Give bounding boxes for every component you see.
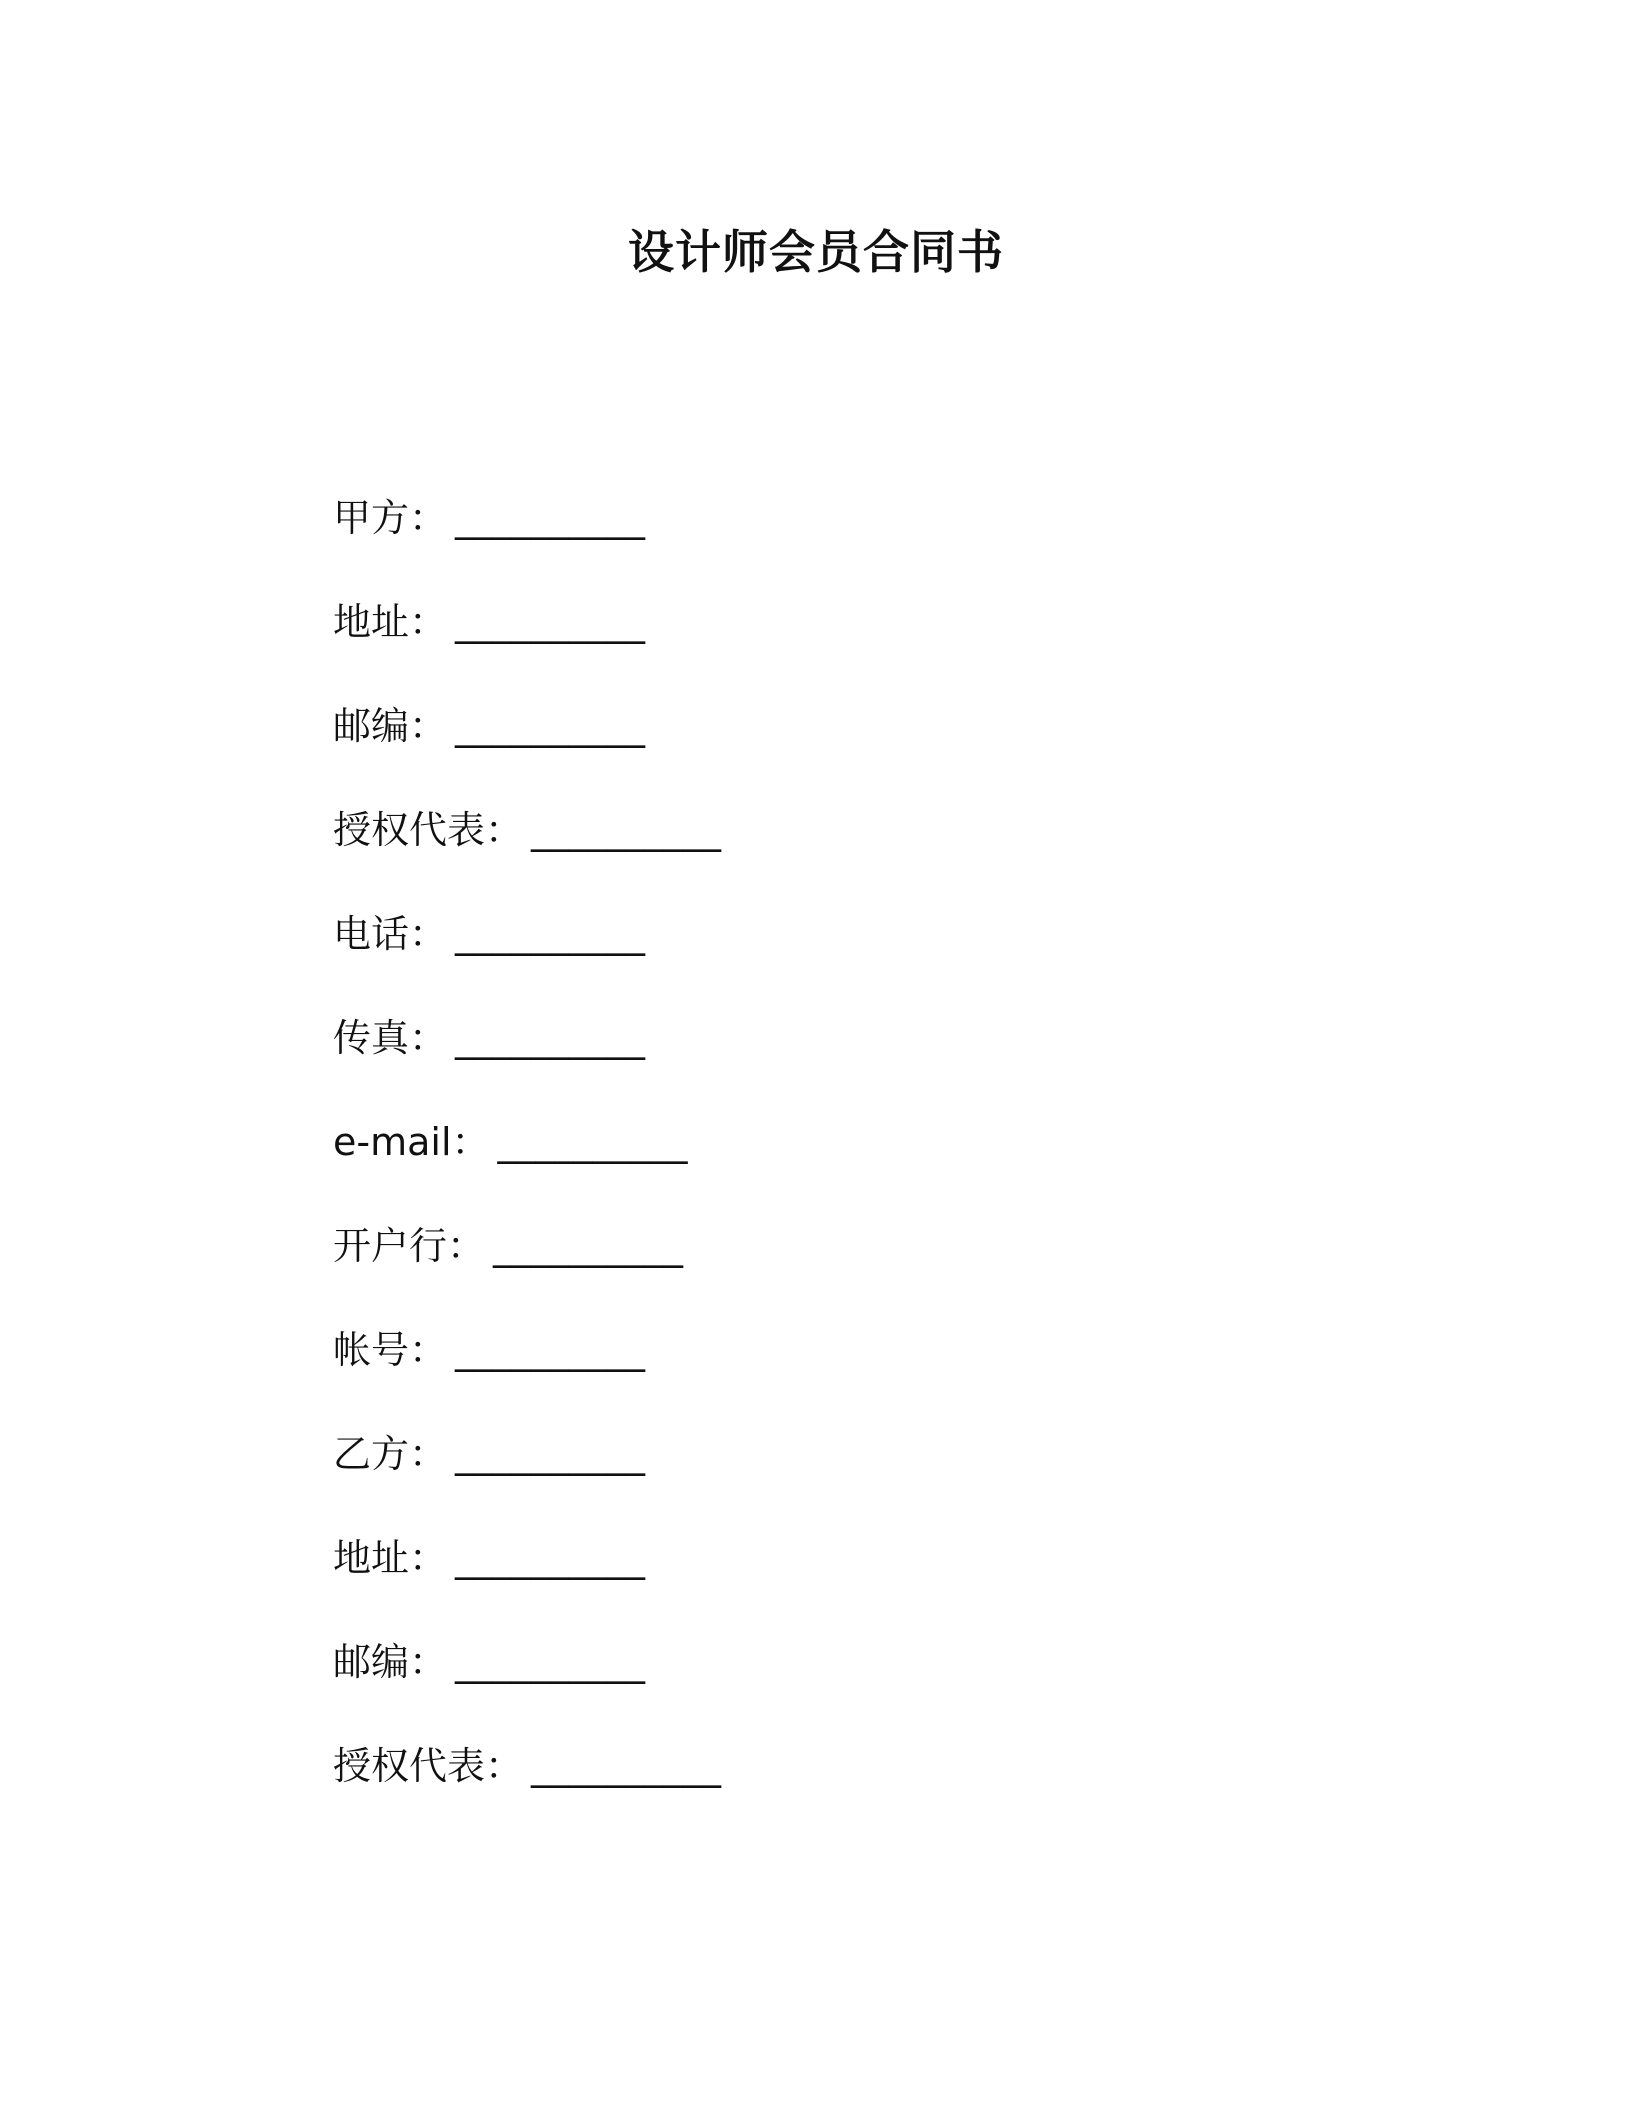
fill-in-blank: __________: [455, 600, 646, 644]
field-colon: ：: [485, 1744, 524, 1788]
field-email: [333, 1112, 1333, 1216]
field-label: 授权代表: [333, 808, 486, 852]
fill-in-blank: __________: [455, 1432, 646, 1476]
field-colon: ：: [409, 1536, 448, 1580]
fill-in-blank: __________: [531, 1744, 722, 1788]
field-label: 电话: [333, 912, 410, 956]
field-label: 传真: [333, 1016, 410, 1060]
field-label: 授权代表: [333, 1744, 486, 1788]
field-colon: ：: [409, 704, 448, 748]
field-representative-a: [333, 800, 1333, 904]
field-label: 地址: [333, 600, 410, 644]
field-label: 邮编: [333, 704, 410, 748]
field-label: e-mail: [333, 1120, 452, 1164]
field-label: 开户行: [333, 1224, 448, 1268]
field-label: 帐号: [333, 1328, 410, 1372]
field-colon: ：: [409, 1432, 448, 1476]
party-info-fields: [333, 488, 1333, 1840]
field-address-b: [333, 1528, 1333, 1632]
fill-in-blank: __________: [455, 1640, 646, 1684]
field-phone: [333, 904, 1333, 1008]
fill-in-blank: __________: [455, 1536, 646, 1580]
field-representative-b: [333, 1736, 1333, 1840]
fill-in-blank: __________: [497, 1120, 688, 1164]
field-colon: ：: [409, 1328, 448, 1372]
field-label: 邮编: [333, 1640, 410, 1684]
fill-in-blank: __________: [455, 912, 646, 956]
field-colon: ：: [409, 600, 448, 644]
fill-in-blank: __________: [455, 1016, 646, 1060]
field-party-b: [333, 1424, 1333, 1528]
field-label: 乙方: [333, 1432, 410, 1476]
field-label: 甲方: [333, 496, 410, 540]
field-colon: ：: [409, 912, 448, 956]
fill-in-blank: __________: [493, 1224, 684, 1268]
field-address-a: [333, 592, 1333, 696]
document-title: 设计师会员合同书: [628, 225, 1004, 279]
fill-in-blank: __________: [455, 496, 646, 540]
fill-in-blank: __________: [531, 808, 722, 852]
field-colon: ：: [451, 1120, 490, 1164]
fill-in-blank: __________: [455, 704, 646, 748]
field-postcode-a: [333, 696, 1333, 800]
field-postcode-b: [333, 1632, 1333, 1736]
field-fax: [333, 1008, 1333, 1112]
field-party-a: [333, 488, 1333, 592]
field-bank: [333, 1216, 1333, 1320]
field-account-number: [333, 1320, 1333, 1424]
field-colon: ：: [447, 1224, 486, 1268]
field-colon: ：: [409, 1016, 448, 1060]
field-colon: ：: [485, 808, 524, 852]
fill-in-blank: __________: [455, 1328, 646, 1372]
field-colon: ：: [409, 1640, 448, 1684]
field-colon: ：: [409, 496, 448, 540]
field-label: 地址: [333, 1536, 410, 1580]
